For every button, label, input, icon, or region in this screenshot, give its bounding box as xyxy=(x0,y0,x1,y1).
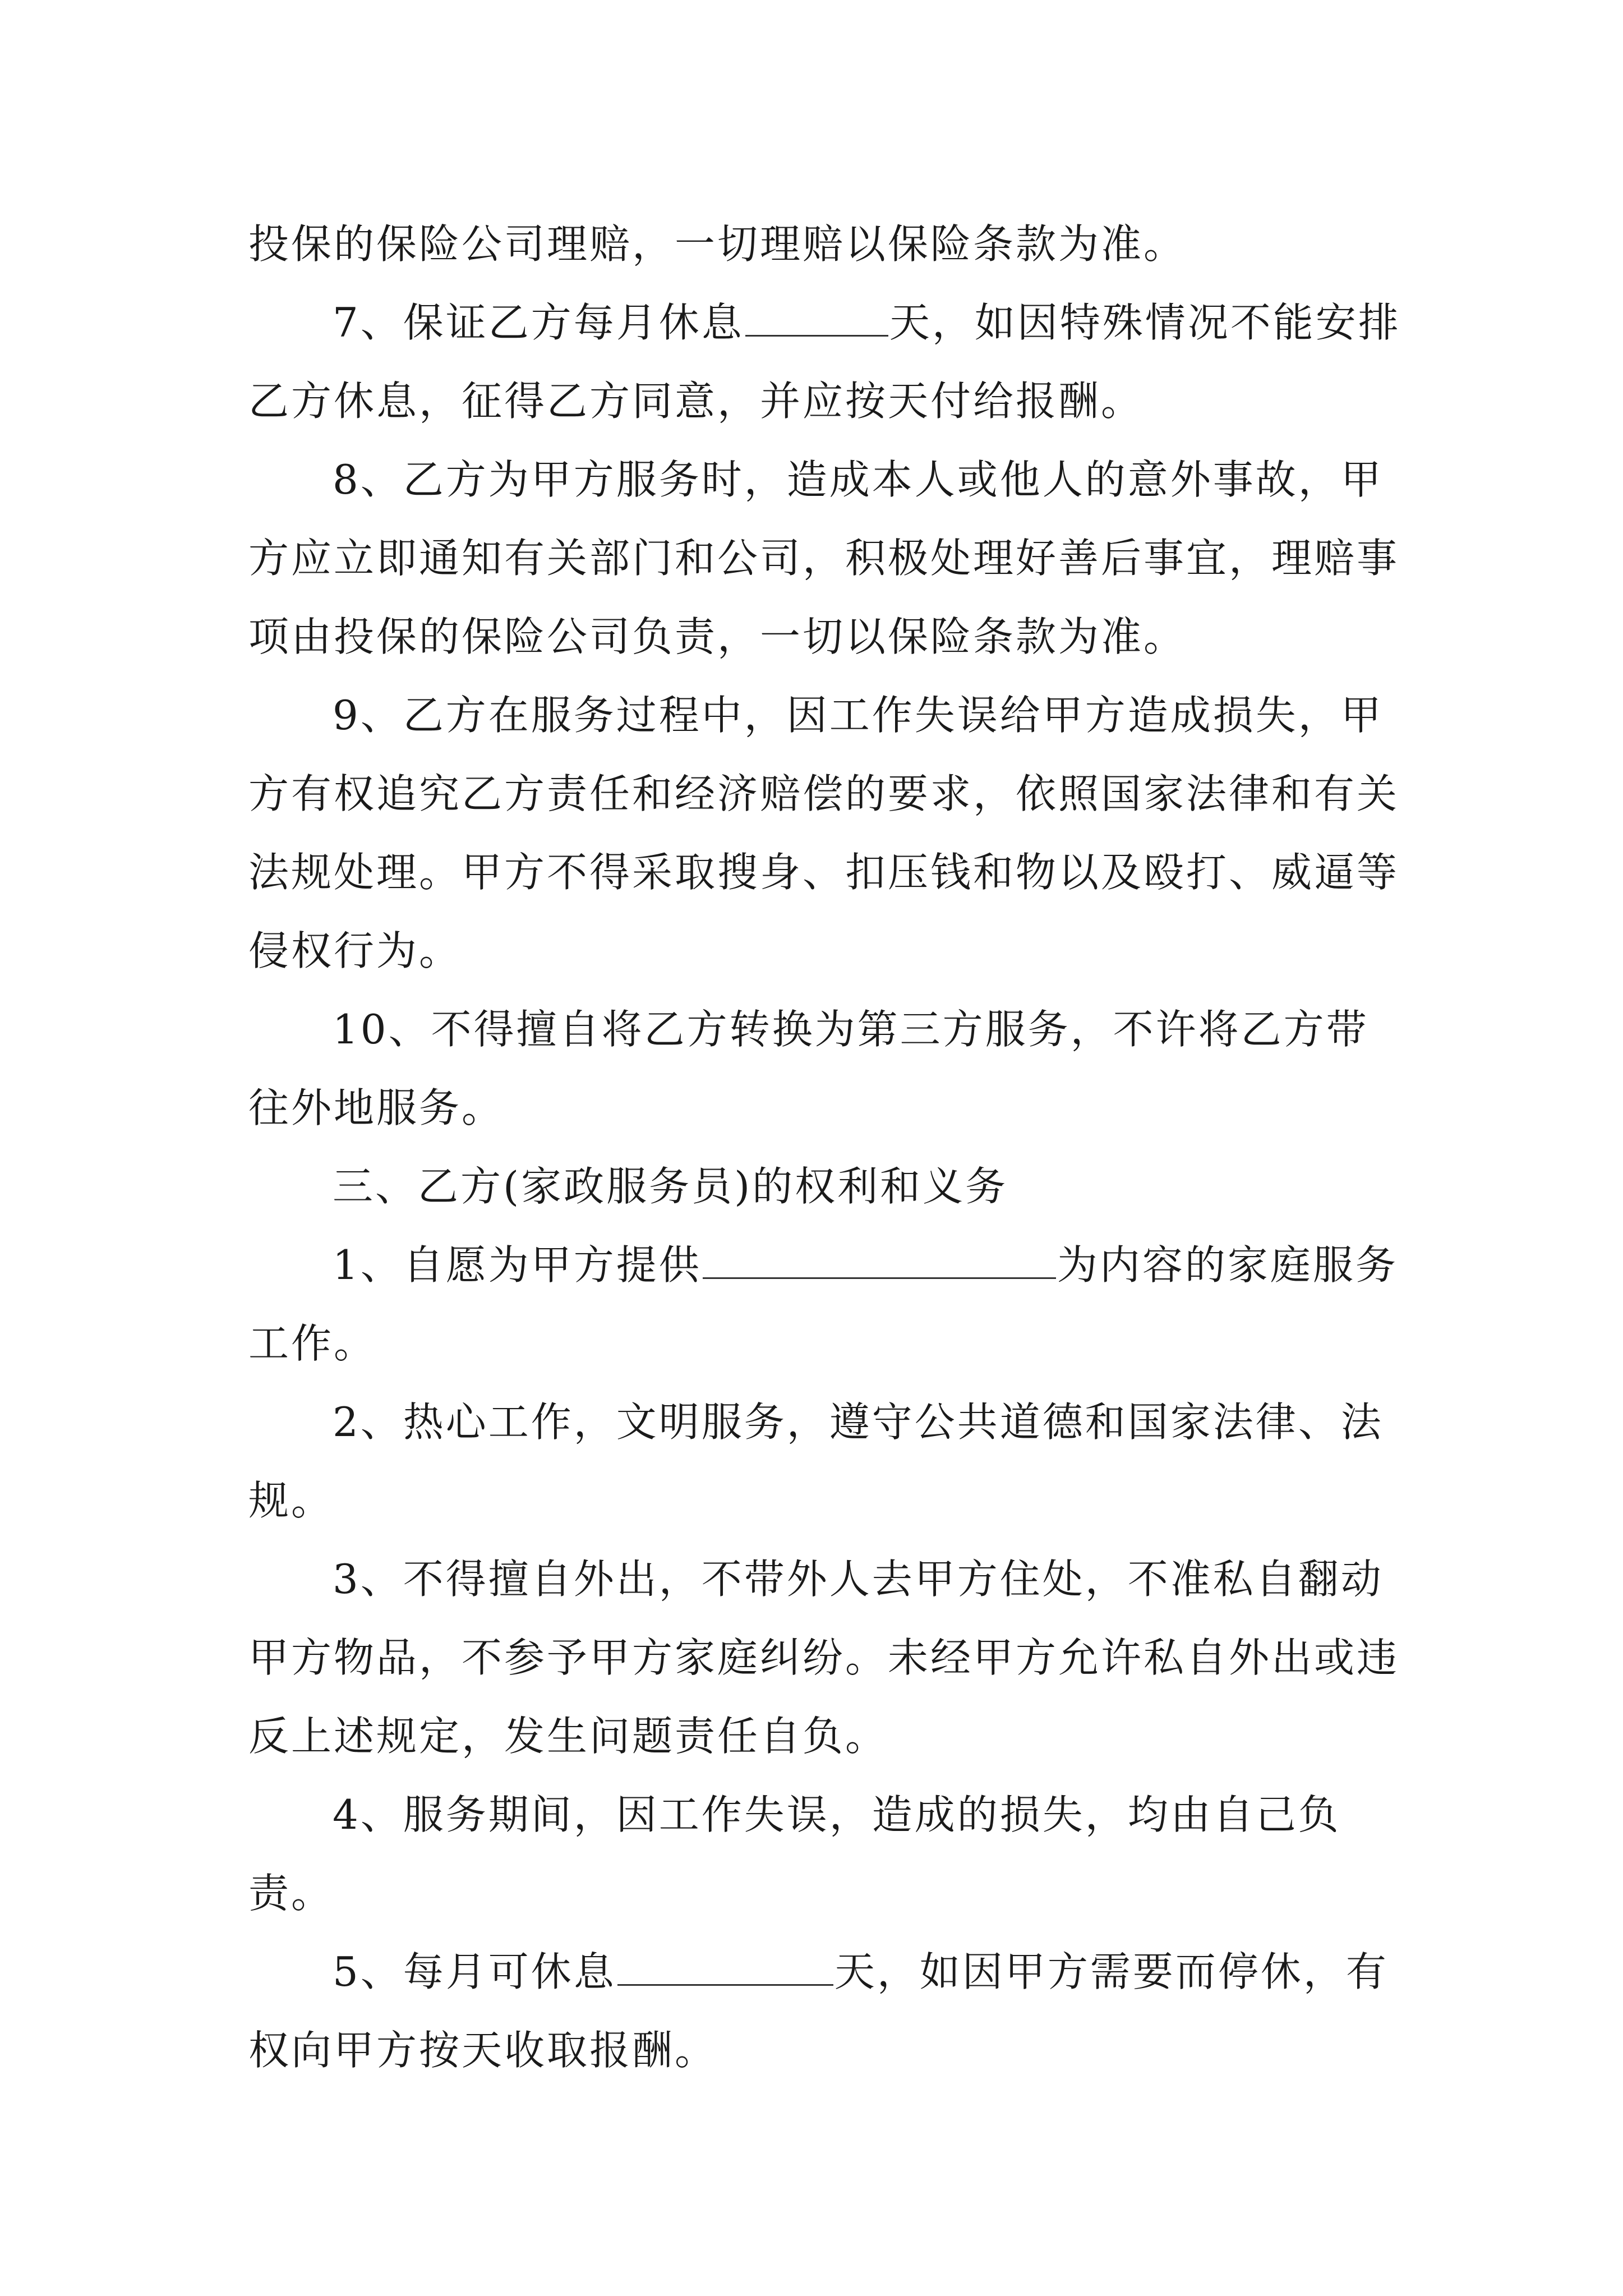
paragraph-b-clause-4: 4、服务期间，因工作失误，造成的损失，均由自己负责。 xyxy=(248,1791,1341,1917)
service-content-blank[interactable] xyxy=(703,1237,1056,1279)
b-clause-1-text-after: 为内容的家庭服务工作。 xyxy=(248,1241,1398,1367)
paragraph-clause-10: 10、不得擅自将乙方转换为第三方服务，不许将乙方带往外地服务。 xyxy=(248,1006,1369,1131)
paragraph-clause-7 xyxy=(248,283,1401,440)
clause-7-text-before: 7、保证乙方每月休息 xyxy=(333,299,744,346)
paragraph-insurance-claim: 投保的保险公司理赔，一切理赔以保险条款为准。 xyxy=(248,220,1187,268)
paragraph-b-clause-5 xyxy=(248,1932,1401,2090)
rest-days-blank[interactable] xyxy=(745,295,888,337)
paragraph-clause-8: 8、乙方为甲方服务时，造成本人或他人的意外事故，甲方应立即通知有关部门和公司，积极处理好善后事宜，理赔事项由投保的保险公司负责，一切以保险条款为准。 xyxy=(248,456,1400,660)
b-clause-1-text-before: 1、自愿为甲方提供 xyxy=(333,1241,702,1289)
paragraph-clause-9: 9、乙方在服务过程中，因工作失误给甲方造成损失，甲方有权追究乙方责任和经济赔偿的要求，依照国家法律和有关法规处理。甲方不得采取搜身、扣压钱和物以及殴打、威逼等侵权行为。 xyxy=(248,692,1400,974)
b-clause-5-text-after: 天，如因甲方需要而停休，有权向甲方按天收取报酬。 xyxy=(248,1948,1389,2074)
clause-7-text-after: 天，如因特殊情况不能安排乙方休息，征得乙方同意，并应按天付给报酬。 xyxy=(248,299,1401,425)
b-clause-5-text-before: 5、每月可休息 xyxy=(333,1948,616,1995)
contract-text xyxy=(248,205,1401,2090)
paragraph-b-clause-3: 3、不得擅自外出，不带外人去甲方住处，不准私自翻动甲方物品，不参予甲方家庭纠纷。未经甲方允许私自外出或违反上述规定，发生问题责任自负。 xyxy=(248,1556,1400,1760)
section-heading-party-b-rights: 三、乙方(家政服务员)的权利和义务 xyxy=(333,1163,1008,1210)
paragraph-b-clause-2: 2、热心工作，文明服务，遵守公共道德和国家法律、法规。 xyxy=(248,1398,1384,1524)
paragraph-b-clause-1 xyxy=(248,1226,1401,1383)
monthly-rest-days-blank[interactable] xyxy=(617,1944,833,1986)
